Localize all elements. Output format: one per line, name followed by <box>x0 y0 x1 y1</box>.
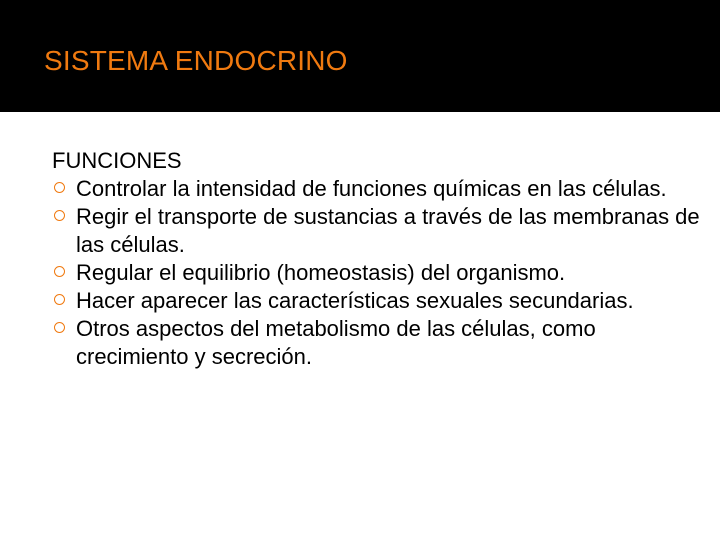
circle-bullet-icon <box>54 322 65 333</box>
bullet-text: Regir el transporte de sustancias a través de las membranas de las células. <box>76 204 700 257</box>
bullet-item <box>52 203 702 259</box>
circle-bullet-icon <box>54 210 65 221</box>
slide-title: SISTEMA ENDOCRINO <box>44 45 348 76</box>
bullet-item <box>52 259 702 287</box>
circle-bullet-icon <box>54 294 65 305</box>
bullet-text: Regular el equilibrio (homeostasis) del organismo. <box>76 260 566 285</box>
bullet-item <box>52 175 702 203</box>
bullet-list <box>52 175 702 371</box>
bullet-item <box>52 315 702 371</box>
section-heading: FUNCIONES <box>52 148 182 173</box>
bullet-item <box>52 287 702 315</box>
bullet-text: Hacer aparecer las características sexuales secundarias. <box>76 288 634 313</box>
bullet-text: Controlar la intensidad de funciones químicas en las células. <box>76 176 667 201</box>
bullet-text: Otros aspectos del metabolismo de las células, como crecimiento y secreción. <box>76 316 596 369</box>
slide-content <box>52 147 702 371</box>
circle-bullet-icon <box>54 266 65 277</box>
title-bar <box>0 0 720 112</box>
circle-bullet-icon <box>54 182 65 193</box>
